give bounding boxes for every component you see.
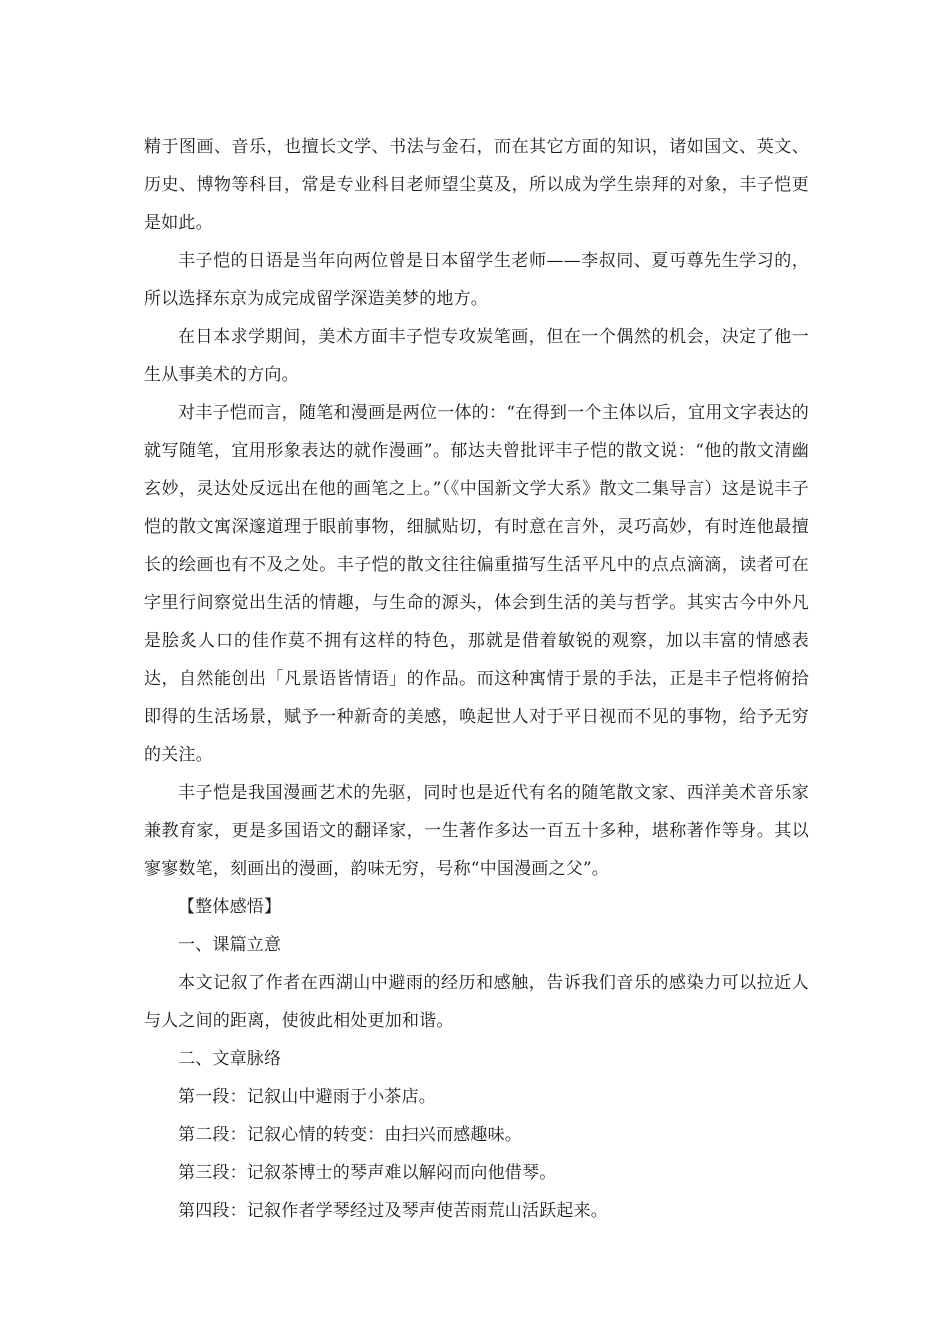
paragraph-intro-continued: 精于图画、音乐，也擅长文学、书法与金石，而在其它方面的知识，诸如国文、英文、历史、博物等科目，常是专业科目老师望尘莫及，所以成为学生崇拜的对象，丰子恺更是如此。 xyxy=(144,137,809,233)
paragraph-theme: 本文记叙了作者在西湖山中避雨的经历和感触，告诉我们音乐的感染力可以拉近人与人之间的距离，使彼此相处更加和谐。 xyxy=(144,973,809,1031)
paragraph-japanese-study: 丰子恺的日语是当年向两位曾是日本留学生老师——李叔同、夏丏尊先生学习的，所以选择东京为成完成留学深造美梦的地方。 xyxy=(144,251,809,309)
paragraph-art-direction: 在日本求学期间，美术方面丰子恺专攻炭笔画，但在一个偶然的机会，决定了他一生从事美术的方向。 xyxy=(144,327,809,385)
paragraph-pioneer: 丰子恺是我国漫画艺术的先驱，同时也是近代有名的随笔散文家、西洋美术音乐家兼教育家，更是多国语文的翻译家，一生著作多达一百五十多种，堪称著作等身。其以寥寥数笔，刻画出的漫画，韵味无穷，号称“中国漫画之父”。 xyxy=(144,783,809,879)
document-body xyxy=(144,128,809,1230)
structure-item-3: 第三段：记叙茶博士的琴声难以解闷而向他借琴。 xyxy=(178,1163,557,1183)
paragraph-essay-and-comics: 对丰子恺而言，随笔和漫画是两位一体的：“在得到一个主体以后，宜用文字表达的就写随笔，宜用形象表达的就作漫画”。郁达夫曾批评丰子恺的散文说：“他的散文清幽玄妙，灵达处反远出在他的画笔之上。”（《中国新文学大系》散文二集导言）这是说丰子恺的散文寓深邃道理于眼前事物，细腻贴切，有时意在言外，灵巧高妙，有时连他最擅长的绘画也有不及之处。丰子恺的散文往往偏重描写生活平凡中的点点滴滴，读者可在字里行间察觉出生活的情趣，与生命的源头，体会到生活的美与哲学。其实古今中外凡是脍炙人口的佳作莫不拥有这样的特色，那就是借着敏锐的观察，加以丰富的情感表达，自然能创出「凡景语皆情语」的作品。而这种寓情于景的手法，正是丰子恺将俯拾即得的生活场景，赋予一种新奇的美感，唤起世人对于平日视而不见的事物，给予无穷的关注。 xyxy=(144,403,809,765)
structure-item-2: 第二段：记叙心情的转变：由扫兴而感趣味。 xyxy=(178,1125,522,1145)
structure-item-1: 第一段：记叙山中避雨于小茶店。 xyxy=(178,1087,436,1107)
section-heading-overall: 【整体感悟】 xyxy=(178,897,282,917)
structure-item-4: 第四段：记叙作者学琴经过及琴声使苦雨荒山活跃起来。 xyxy=(178,1201,608,1221)
subheading-theme: 一、课篇立意 xyxy=(178,935,282,955)
subheading-structure: 二、文章脉络 xyxy=(178,1049,282,1069)
